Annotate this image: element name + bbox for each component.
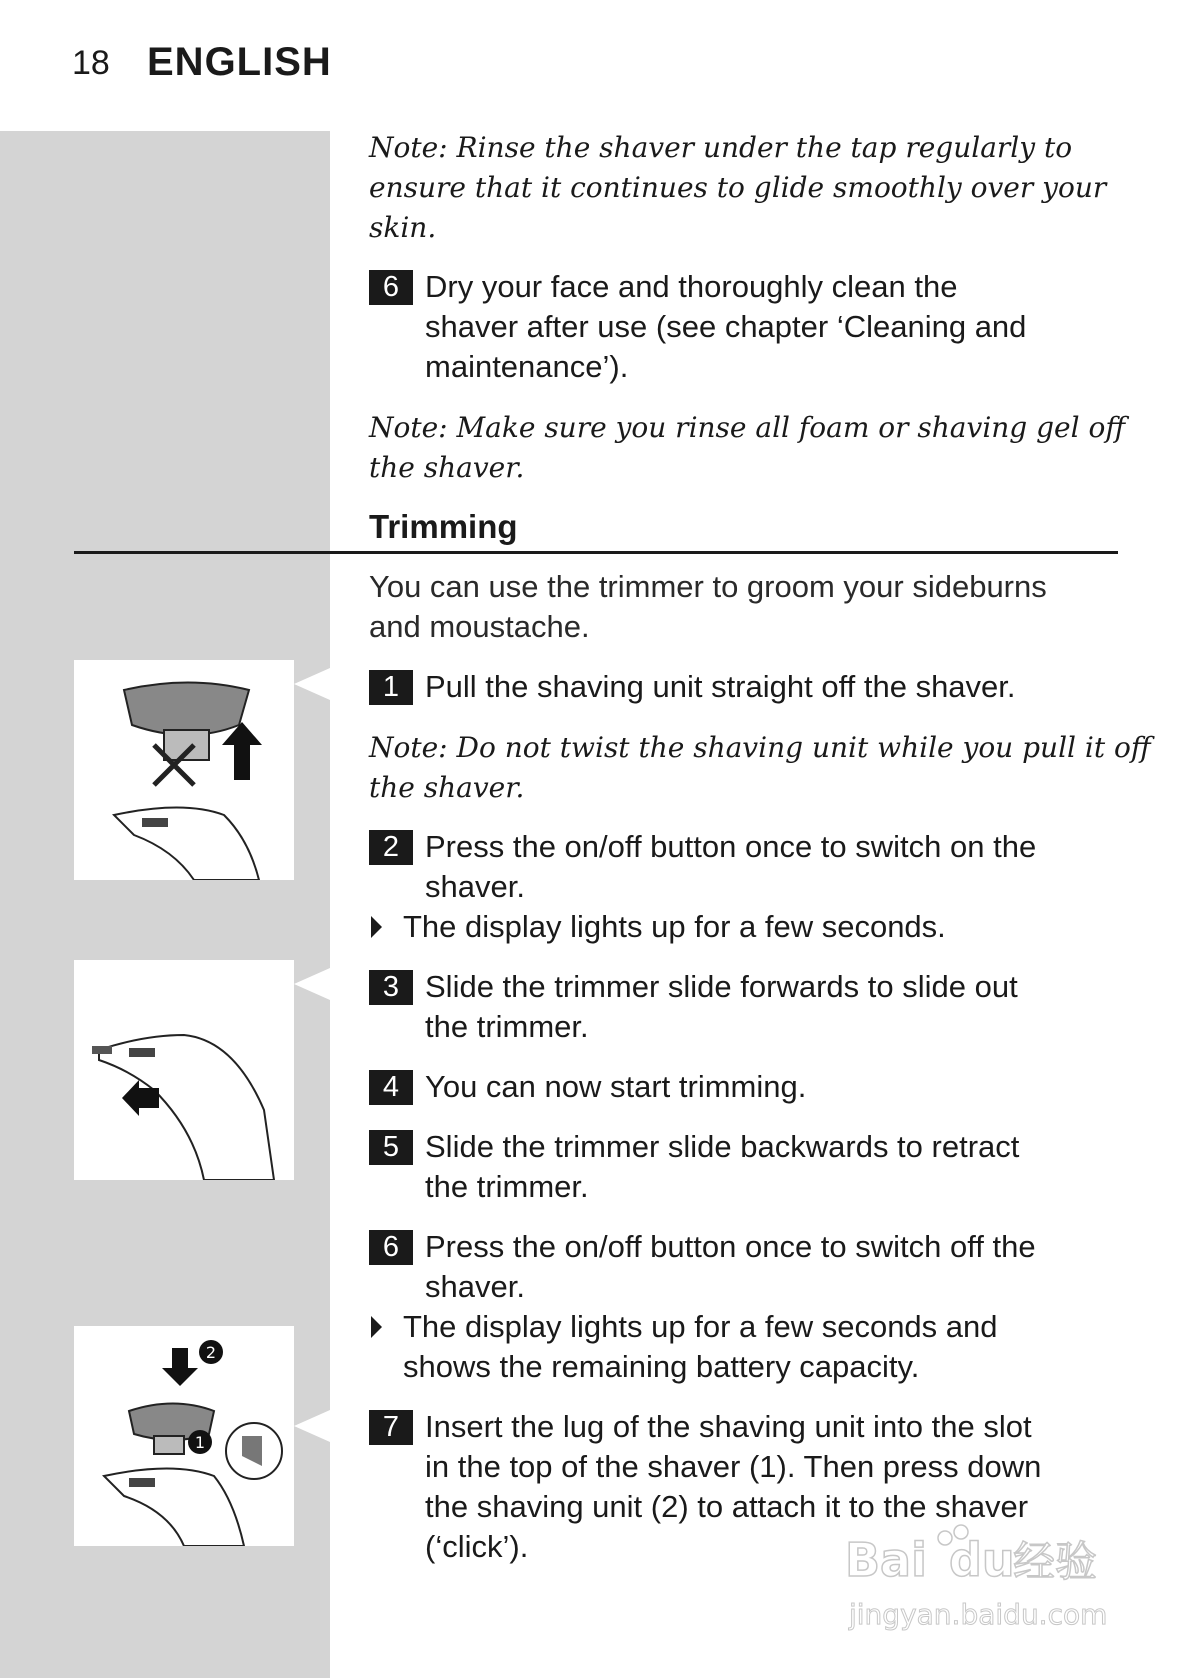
bullet-text: shows the remaining battery capacity.	[403, 1349, 920, 1384]
note-text: the shaver.	[369, 771, 525, 804]
intro-text: You can use the trimmer to groom your sideburns	[369, 569, 1047, 604]
step-text: shaver.	[425, 869, 525, 904]
figure-pointer	[294, 968, 330, 1000]
step-number: 6	[369, 1230, 413, 1265]
figure-pointer	[294, 1410, 330, 1442]
language-heading: ENGLISH	[147, 40, 332, 84]
step-text: Press the on/off button once to switch off the	[425, 1229, 1036, 1264]
watermark-url: jingyan.baidu.com	[849, 1598, 1108, 1631]
step-text: Press the on/off button once to switch on the	[425, 829, 1037, 864]
step-text: the trimmer.	[425, 1009, 589, 1044]
step-number: 1	[369, 670, 413, 705]
bullet-text: The display lights up for a few seconds.	[403, 909, 946, 944]
figure-label-1: 1	[194, 1433, 206, 1452]
step-text: in the top of the shaver (1). Then press down	[425, 1449, 1042, 1484]
figure-slide-trimmer	[74, 960, 294, 1180]
step-number: 2	[369, 830, 413, 865]
note-text: Note: Make sure you rinse all foam or shaving gel off	[369, 411, 1126, 444]
note-text: ensure that it continues to glide smoothly over your	[369, 171, 1107, 204]
bullet-marker	[371, 1316, 382, 1338]
baidu-logo-icon	[845, 1520, 1125, 1640]
note-text: Note: Rinse the shaver under the tap regularly to	[369, 131, 1073, 164]
step-text: Slide the trimmer slide forwards to slide out	[425, 969, 1018, 1004]
page-number: 18	[72, 44, 110, 82]
step-text: maintenance’).	[425, 349, 629, 384]
shaver-attach-illustration	[74, 1326, 294, 1546]
trimmer-slide-illustration	[74, 960, 294, 1180]
shaver-remove-illustration	[74, 660, 294, 880]
step-number: 7	[369, 1410, 413, 1445]
step-number: 6	[369, 270, 413, 305]
step-text: (‘click’).	[425, 1529, 529, 1564]
figure-attach-shaving-unit	[74, 1326, 294, 1546]
figure-pointer	[294, 668, 330, 700]
step-text: the trimmer.	[425, 1169, 589, 1204]
step-text: Slide the trimmer slide backwards to retract	[425, 1129, 1020, 1164]
baidu-watermark	[845, 1520, 1125, 1640]
step-text: Insert the lug of the shaving unit into the slot	[425, 1409, 1032, 1444]
step-text: shaver.	[425, 1269, 525, 1304]
figure-label-2: 2	[205, 1343, 217, 1362]
bullet-marker	[371, 916, 382, 938]
step-number: 5	[369, 1130, 413, 1165]
step-text: Dry your face and thoroughly clean the	[425, 269, 958, 304]
note-text: skin.	[369, 211, 437, 244]
step-number: 4	[369, 1070, 413, 1105]
note-text: the shaver.	[369, 451, 525, 484]
step-text: the shaving unit (2) to attach it to the shaver	[425, 1489, 1029, 1524]
note-text: Note: Do not twist the shaving unit while you pull it off	[369, 731, 1151, 764]
watermark-brand: Bai	[845, 1533, 927, 1587]
figure-remove-shaving-unit	[74, 660, 294, 880]
watermark-brand-end: du	[949, 1533, 1015, 1587]
step-number: 3	[369, 970, 413, 1005]
intro-text: and moustache.	[369, 609, 590, 644]
section-rule	[74, 551, 1118, 554]
watermark-cn: 经验	[1013, 1537, 1098, 1586]
step-text: You can now start trimming.	[425, 1069, 807, 1104]
step-text: Pull the shaving unit straight off the shaver.	[425, 669, 1016, 704]
step-text: shaver after use (see chapter ‘Cleaning and	[425, 309, 1027, 344]
section-heading: Trimming	[369, 508, 518, 545]
bullet-text: The display lights up for a few seconds and	[403, 1309, 998, 1344]
